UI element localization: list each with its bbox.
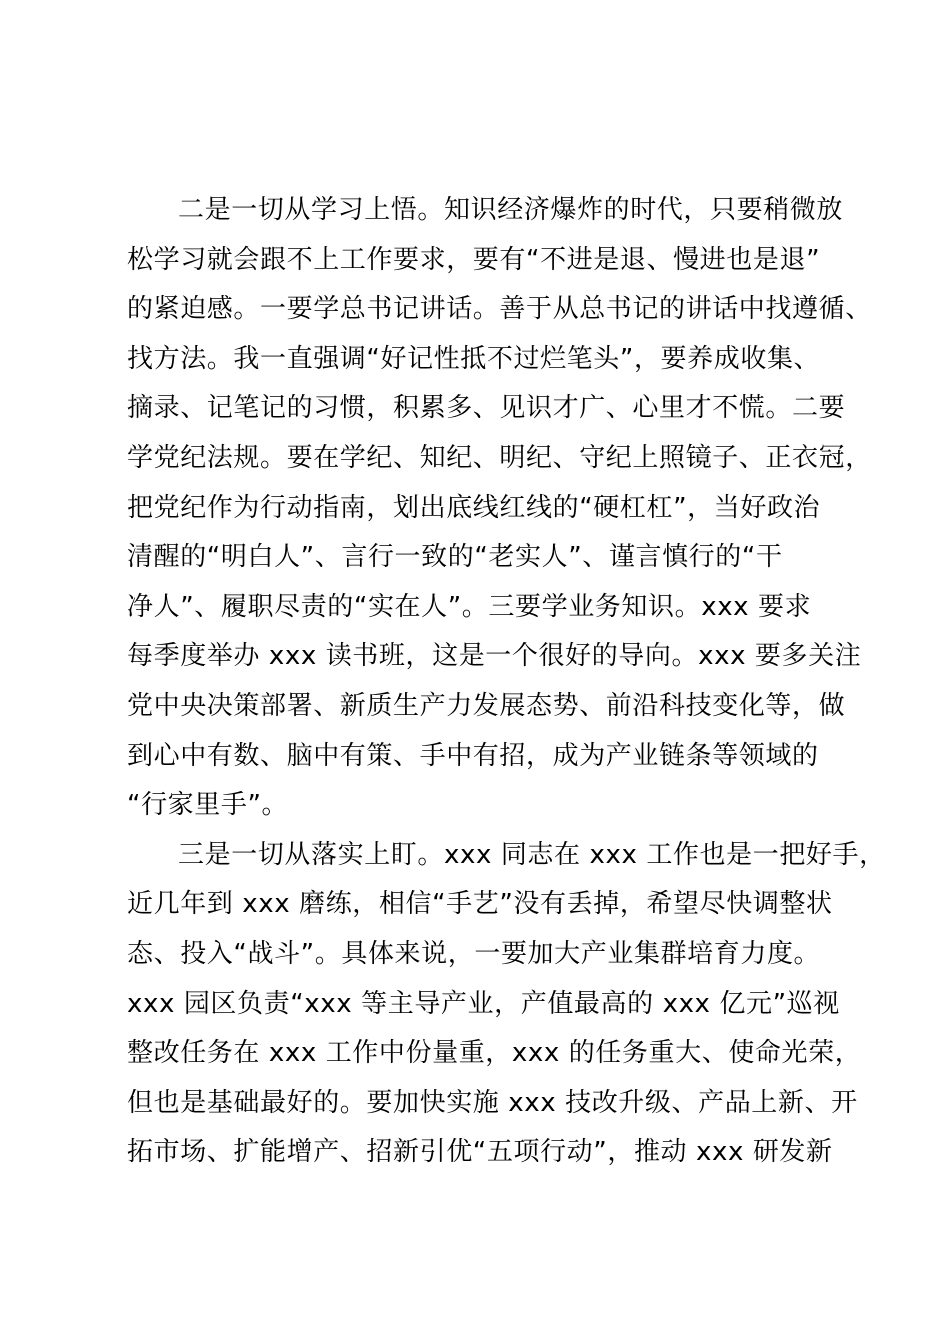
paragraph-line: 的紧迫感。一要学总书记讲话。善于从总书记的讲话中找遵循、: [127, 294, 872, 325]
paragraph-line: 学党纪法规。要在学纪、知纪、明纪、守纪上照镜子、正衣冠，: [127, 442, 872, 473]
document-body: [127, 186, 886, 1178]
paragraph-line: 松学习就会跟不上工作要求，要有“不进是退、慢进也是退”: [127, 244, 821, 275]
paragraph-line: 三是一切从落实上盯。xxx 同志在 xxx 工作也是一把好手，: [178, 839, 886, 870]
paragraph-line: 拓市场、扩能增产、招新引优“五项行动”，推动 xxx 研发新: [127, 1137, 833, 1168]
paragraph-line: 二是一切从学习上悟。知识经济爆炸的时代，只要稍微放: [178, 195, 844, 225]
paragraph-learning: [127, 186, 872, 831]
paragraph-line: 找方法。我一直强调“好记性抵不过烂笔头”，要养成收集、: [127, 343, 821, 374]
paragraph-line: “行家里手”。: [127, 790, 289, 821]
paragraph-line: 清醒的“明白人”、言行一致的“老实人”、谨言慎行的“干: [127, 542, 783, 573]
paragraph-line: 到心中有数、脑中有策、手中有招，成为产业链条等领域的: [127, 740, 819, 771]
paragraph-line: 净人”、履职尽责的“实在人”。三要学业务知识。xxx 要求: [127, 591, 812, 622]
paragraph-line: 党中央决策部署、新质生产力发展态势、前沿科技变化等，做: [127, 690, 846, 721]
paragraph-line: xxx 园区负责“xxx 等主导产业，产值最高的 xxx 亿元”巡视: [127, 988, 840, 1019]
paragraph-line: 摘录、记笔记的习惯，积累多、见识才广、心里才不慌。二要: [127, 393, 846, 424]
paragraph-line: 把党纪作为行动指南，划出底线红线的“硬杠杠”，当好政治: [127, 492, 821, 523]
paragraph-line: 态、投入“战斗”。具体来说，一要加大产业集群培育力度。: [127, 938, 821, 969]
paragraph-line: 每季度举办 xxx 读书班，这是一个很好的导向。xxx 要多关注: [127, 641, 862, 672]
paragraph-line: 整改任务在 xxx 工作中份量重，xxx 的任务重大、使命光荣，: [127, 1038, 862, 1069]
paragraph-implementation: [127, 831, 886, 1178]
paragraph-line: 但也是基础最好的。要加快实施 xxx 技改升级、产品上新、开: [127, 1087, 858, 1118]
paragraph-line: 近几年到 xxx 磨练，相信“手艺”没有丢掉，希望尽快调整状: [127, 889, 833, 920]
